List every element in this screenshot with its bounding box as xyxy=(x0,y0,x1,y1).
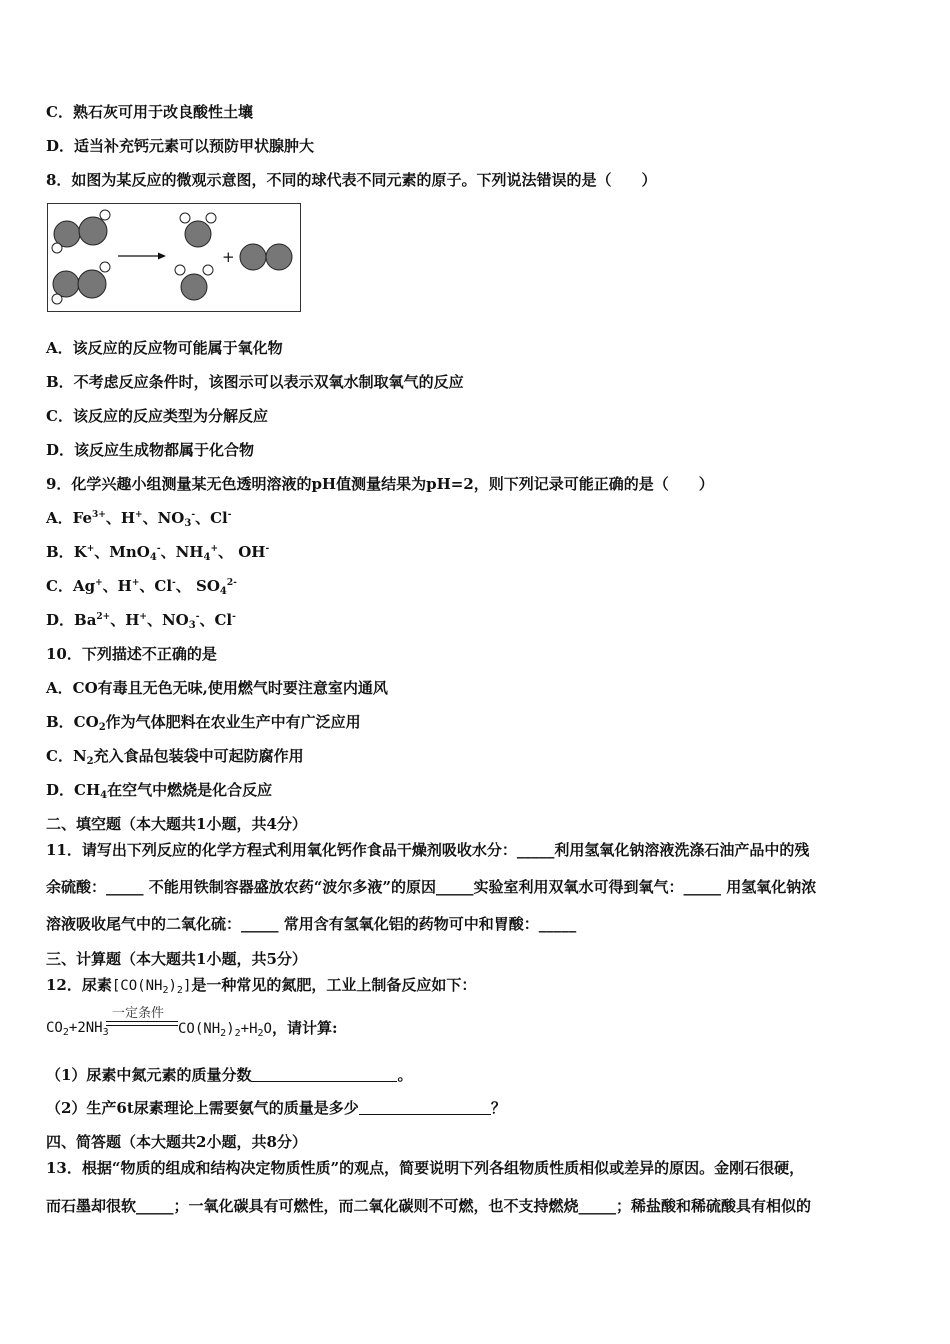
atom-large xyxy=(79,217,107,245)
q11-line-2: 余硫酸：_____ 不能用铁制容器盛放农药“波尔多液”的原因_____实验室利用双氧水可得到氧气：_____ 用氢氧化钠浓 xyxy=(46,878,817,896)
q9-option-c: C．Ag+、H+、Cl-、 $SO_4^{2-}$ xyxy=(46,577,237,597)
q8-option-c: C．该反应的反应类型为分解反应 xyxy=(46,407,268,425)
q8-option-a: A．该反应的反应物可能属于氧化物 xyxy=(46,339,283,357)
atom-large xyxy=(240,244,266,270)
atom-large xyxy=(181,274,207,300)
q7-option-d: D．适当补充钙元素可以预防甲状腺肿大 xyxy=(46,137,315,155)
q7-option-c: C．熟石灰可用于改良酸性土壤 xyxy=(46,103,253,121)
atom-large xyxy=(266,244,292,270)
q12-part-1: （1）尿素中氮元素的质量分数 。 xyxy=(46,1066,413,1084)
plus-sign: + xyxy=(222,248,235,266)
q10-stem: 10．下列描述不正确的是 xyxy=(46,645,217,663)
section-3-title: 三、计算题（本大题共1小题，共5分） xyxy=(46,950,307,968)
q11-line-3: 溶液吸收尾气中的二氧化硫：_____ 常用含有氢氧化铝的药物可中和胃酸：_____ xyxy=(46,915,577,933)
q12-equation-left: $CO_2+2NH_3$ xyxy=(46,1020,109,1038)
atom-small xyxy=(180,213,190,223)
atom-small xyxy=(52,243,62,253)
q12-equals-sign xyxy=(106,1021,178,1026)
q12-stem: 12．尿素$[CO(NH_2)_2]$是一种常见的氮肥，工业上制备反应如下： xyxy=(46,976,477,996)
reaction-diagram xyxy=(47,203,301,312)
atom-large xyxy=(185,221,211,247)
q8-stem: 8．如图为某反应的微观示意图，不同的球代表不同元素的原子。下列说法错误的是（ ） xyxy=(46,171,657,189)
q12-equation-right: $CO(NH_2)_2+H_2O$，请计算: xyxy=(178,1019,338,1039)
q10-option-c: C．$N_2$充入食品包装袋中可起防腐作用 xyxy=(46,747,304,767)
reaction-diagram-svg xyxy=(48,204,300,311)
q10-option-b: B．$CO_2$作为气体肥料在农业生产中有广泛应用 xyxy=(46,713,361,733)
q8-option-d: D．该反应生成物都属于化合物 xyxy=(46,441,255,459)
atom-small xyxy=(175,265,185,275)
section-4-title: 四、简答题（本大题共2小题，共8分） xyxy=(46,1133,307,1151)
atom-small xyxy=(206,213,216,223)
q9-option-b: B．K+、MnO$_4$-、$NH_4^+$、 OH- xyxy=(46,543,270,563)
atom-small xyxy=(52,294,62,304)
atom-large xyxy=(53,271,79,297)
arrow-head-icon xyxy=(158,253,166,260)
q13-line-1: 13．根据“物质的组成和结构决定物质性质”的观点，简要说明下列各组物质性质相似或差异的原因。金刚石很硬， xyxy=(46,1159,805,1177)
atom-large xyxy=(78,270,106,298)
atom-small xyxy=(100,210,110,220)
answer-blank[interactable] xyxy=(251,1067,397,1082)
q13-line-2: 而石墨却很软_____；一氧化碳具有可燃性，而二氧化碳则不可燃，也不支持燃烧_____；稀盐酸和稀硫酸具有相似的 xyxy=(46,1197,812,1215)
q10-option-d: D．$CH_4$在空气中燃烧是化合反应 xyxy=(46,781,273,801)
q12-condition: 一定条件 xyxy=(112,1006,165,1021)
answer-blank[interactable] xyxy=(359,1100,491,1115)
q9-option-d: D．$Ba^{2+}$、H+、$NO_3^-$、Cl- xyxy=(46,611,236,631)
q9-stem: 9．化学兴趣小组测量某无色透明溶液的pH值测量结果为pH=2，则下列记录可能正确的是（ ） xyxy=(46,475,714,493)
q12-part-2: （2）生产6t尿素理论上需要氨气的质量是多少 ？ xyxy=(46,1099,506,1117)
q11-line-1: 11．请写出下列反应的化学方程式利用氧化钙作食品干燥剂吸收水分：_____利用氢氧化钠溶液洗涤石油产品中的残 xyxy=(46,841,810,859)
q9-option-a: A．$Fe^{3+}$、H+、$NO_3^-$、Cl- xyxy=(46,509,232,529)
q8-option-b: B．不考虑反应条件时，该图示可以表示双氧水制取氧气的反应 xyxy=(46,373,464,391)
q10-option-a: A．CO有毒且无色无味,使用燃气时要注意室内通风 xyxy=(46,679,388,697)
atom-small xyxy=(203,265,213,275)
section-2-title: 二、填空题（本大题共1小题，共4分） xyxy=(46,815,307,833)
atom-small xyxy=(100,262,110,272)
